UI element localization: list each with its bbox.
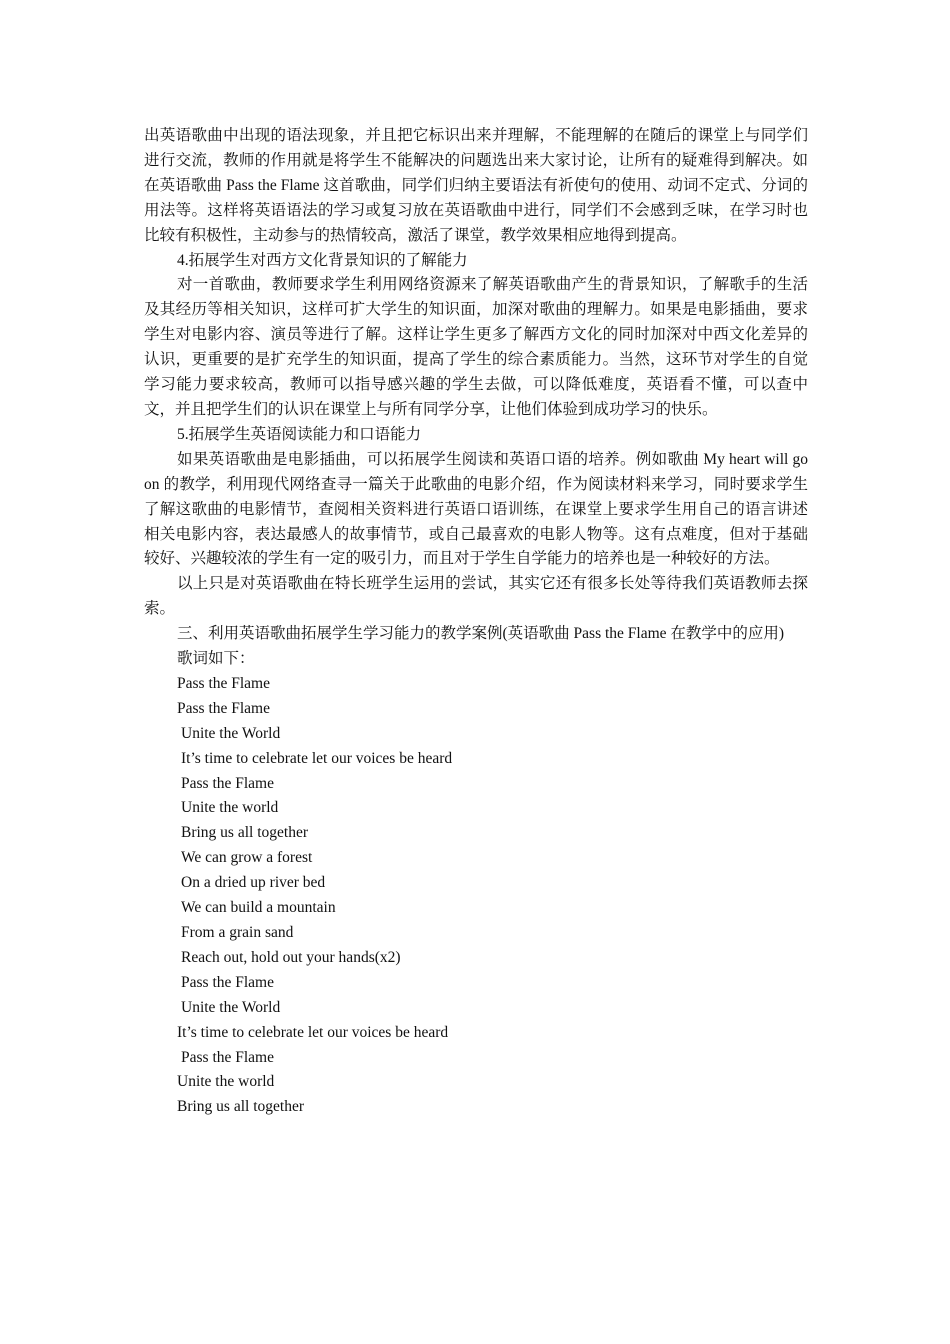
lyrics-intro: 歌词如下：: [177, 650, 255, 668]
heading-teaching-case: 三、利用英语歌曲拓展学生学习能力的教学案例(英语歌曲 Pass the Flame 在教学中的应用): [177, 625, 785, 643]
document-page: [144, 124, 808, 1120]
lyric-line: Unite the world: [181, 799, 279, 817]
paragraph-summary: 以上只是对英语歌曲在特长班学生运用的尝试，其实它还有很多长处等待我们英语教师去探索。: [144, 575, 808, 618]
lyric-line: Pass the Flame: [177, 699, 270, 717]
paragraph-culture-background: 对一首歌曲，教师要求学生利用网络资源来了解英语歌曲产生的背景知识，了解歌手的生活及其经历等相关知识，这样可扩大学生的知识面，加深对歌曲的理解力。如果是电影插曲，要求学生对电影内容、演员等进行了解。这样让学生更多了解西方文化的同时加深对中西文化差异的认识，更重要的是扩充学生的知识面，提高了学生的综合素质能力。当然，这环节对学生的自觉学习能力要求较高，教师可以指导感兴趣的学生去做，可以降低难度，英语看不懂，可以查中文，并且把学生们的认识在课堂上与所有同学分享，让他们体验到成功学习的快乐。: [144, 276, 808, 418]
lyric-line: From a grain sand: [181, 924, 294, 941]
lyric-line: It’s time to celebrate let our voices be heard: [181, 749, 453, 767]
lyric-line: Unite the world: [177, 1073, 275, 1091]
lyric-line: We can build a mountain: [181, 899, 336, 917]
heading-culture-background: 4.拓展学生对西方文化背景知识的了解能力: [177, 251, 468, 269]
lyric-line: It’s time to celebrate let our voices be heard: [177, 1023, 449, 1041]
lyric-line: Pass the Flame: [181, 1048, 274, 1066]
lyric-line: Unite the World: [181, 998, 281, 1016]
lyric-line: Bring us all together: [181, 824, 308, 842]
paragraph-grammar: 出英语歌曲中出现的语法现象，并且把它标识出来并理解，不能理解的在随后的课堂上与同学们进行交流，教师的作用就是将学生不能解决的问题选出来大家讨论，让所有的疑难得到解决。如在英语歌曲 Pass the Flame 这首歌曲，同学们归纳主要语法有祈使句的使用、动词不定式、分词的用法等。这样将英语语法的学习或复习放在英语歌曲中进行，同学们不会感到乏味，在学习时也比较有积极性，主动参与的热情较高，激活了课堂，教学效果相应地得到提高。: [144, 127, 808, 244]
lyric-line: Bring us all together: [177, 1098, 304, 1116]
heading-reading-speaking: 5.拓展学生英语阅读能力和口语能力: [177, 425, 422, 443]
paragraph-reading-speaking: 如果英语歌曲是电影插曲，可以拓展学生阅读和英语口语的培养。例如歌曲 My heart will go on 的教学，利用现代网络查寻一篇关于此歌曲的电影介绍，作为阅读材料来学习，同时要求学生了解这歌曲的电影情节，查阅相关资料进行英语口语训练，在课堂上要求学生用自己的语言讲述相关电影内容，表达最感人的故事情节，或自己最喜欢的电影人物等。这有点难度，但对于基础较好、兴趣较浓的学生有一定的吸引力，而且对于学生自学能力的培养也是一种较好的方法。: [144, 450, 808, 568]
lyric-line: Reach out, hold out your hands(x2): [181, 948, 401, 966]
lyrics-list: [144, 672, 808, 1120]
lyric-line: Pass the Flame: [177, 674, 270, 692]
lyric-line: Pass the Flame: [181, 774, 274, 792]
lyric-line: Pass the Flame: [181, 973, 274, 991]
lyric-line: Unite the World: [181, 724, 281, 742]
lyric-line: On a dried up river bed: [181, 874, 326, 892]
lyric-line: We can grow a forest: [181, 849, 313, 867]
